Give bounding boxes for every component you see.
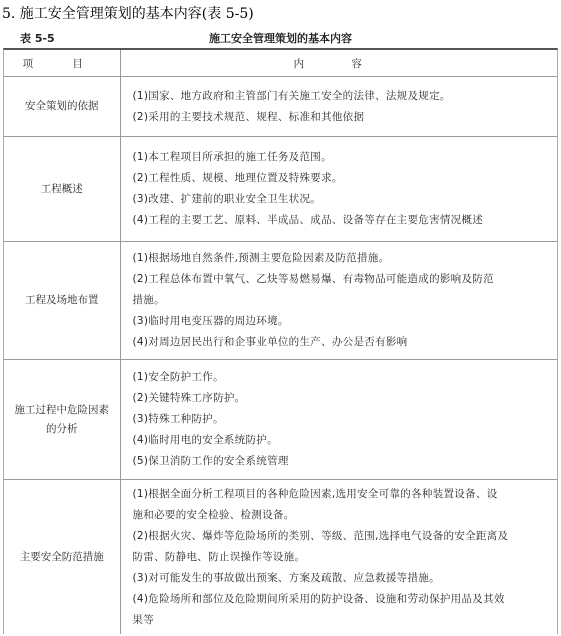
content-line: (1)根据场地自然条件,预测主要危险因素及防范措施。	[132, 252, 390, 264]
planning-table	[4, 50, 557, 634]
content-line: (1)根据全面分析工程项目的各种危险因素,选用安全可靠的各种装置设备、设	[132, 487, 498, 500]
content-line: (1)安全防护工作。	[132, 371, 224, 383]
row-item: 工程及场地布置	[4, 242, 120, 360]
content-line: 果等	[132, 613, 155, 626]
content-line: (3)特殊工种防护。	[132, 413, 224, 425]
content-line: (2)采用的主要技术规范、规程、标准和其他依据	[132, 110, 365, 123]
table-row	[4, 137, 557, 242]
content-line: (4)工程的主要工艺、原料、半成品、成品、设备等存在主要危害情况概述	[132, 214, 484, 226]
content-line: (2)工程性质、规模、地理位置及特殊要求。	[132, 172, 343, 184]
content-line: (1)本工程项目所承担的施工任务及范围。	[132, 151, 332, 163]
row-item: 主要安全防范措施	[4, 480, 120, 635]
table-number: 表 5-5	[20, 32, 55, 45]
row-item: 工程概述	[4, 137, 120, 242]
content-line: (4)对周边居民出行和企事业单位的生产、办公是否有影响	[132, 336, 408, 348]
row-content	[120, 137, 557, 242]
row-content	[120, 360, 557, 480]
row-content	[120, 242, 557, 360]
table-caption	[0, 28, 561, 46]
row-item: 施工过程中危险因素的分析	[4, 360, 120, 480]
content-line: (3)改建、扩建前的职业安全卫生状况。	[132, 193, 322, 205]
header-content-label: 内 容	[293, 57, 384, 70]
header-content	[120, 50, 557, 77]
content-line: (2)关键特殊工序防护。	[132, 392, 246, 404]
content-table	[3, 48, 558, 634]
content-line: (2)根据火灾、爆炸等危险场所的类别、等级、范围,选择电气设备的安全距离及	[132, 529, 509, 542]
content-line: 防雷、防静电、防止误操作等设施。	[132, 550, 306, 563]
content-line: (3)对可能发生的事故做出预案、方案及疏散、应急救援等措施。	[132, 571, 440, 584]
content-line: (5)保卫消防工作的安全系统管理	[132, 455, 289, 467]
table-row	[4, 360, 557, 480]
row-content	[120, 480, 557, 635]
row-item: 安全策划的依据	[4, 77, 120, 137]
table-header-row	[4, 50, 557, 77]
table-row	[4, 77, 557, 137]
content-line: (3)临时用电变压器的周边环境。	[132, 315, 289, 327]
section-heading: 5. 施工安全管理策划的基本内容(表 5-5)	[2, 6, 254, 22]
table-title: 施工安全管理策划的基本内容	[209, 32, 352, 45]
content-line: (4)临时用电的安全系统防护。	[132, 434, 278, 446]
header-item	[4, 50, 120, 77]
content-line: (2)工程总体布置中氧气、乙炔等易燃易爆、有毒物品可能造成的影响及防范	[132, 273, 494, 285]
content-line: 措施。	[132, 294, 165, 306]
table-row	[4, 242, 557, 360]
content-line: (1)国家、地方政府和主管部门有关施工安全的法律、法规及规定。	[132, 89, 451, 102]
header-item-label: 项 目	[22, 57, 101, 70]
content-line: (4)危险场所和部位及危险期间所采用的防护设备、设施和劳动保护用品及其效	[132, 592, 505, 605]
content-line: 施和必要的安全检验、检测设备。	[132, 508, 295, 521]
table-row	[4, 480, 557, 635]
row-content	[120, 77, 557, 137]
